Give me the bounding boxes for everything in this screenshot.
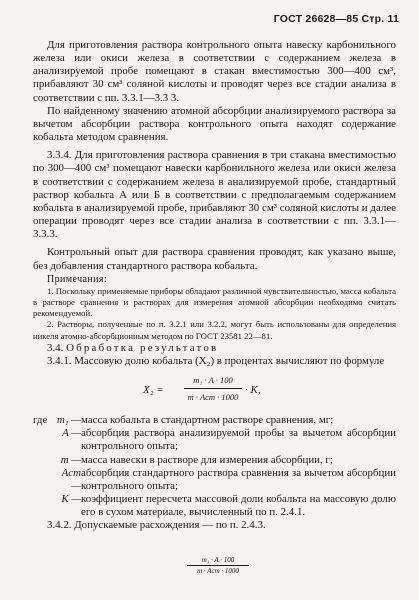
paragraph-control-comparison: Контрольный опыт для раствора сравнения проводят, как указано выше, без добавления стандартного раствора кобальта.: [33, 246, 396, 272]
definition-text: абсорбция стандартного раствора сравнения за вычетом абсорбции контрольного опыта;: [81, 466, 396, 492]
formula-numerator: m₁ · A · 100: [184, 374, 242, 389]
definition-row: [33, 427, 396, 453]
definition-row: [33, 454, 396, 467]
note-item-2: 2. Растворы, полученные по п. 3.2.1 или 3.2.2, могут быть использованы для определения никеля атомно-абсорбционным методом по ГОСТ 23581 22—81.: [33, 319, 396, 341]
formula-denominator: m · Aст · 1000: [187, 392, 239, 403]
section-number: 3.4.: [47, 341, 64, 354]
cobalt-formula: [33, 374, 396, 410]
definition-text: масса кобальта в стандартном растворе сравнения, мг;: [81, 414, 334, 427]
footer-formula-fraction: [187, 556, 249, 575]
definition-text: масса навески в растворе для измерения абсорбции, г;: [81, 453, 333, 466]
definition-row: [33, 467, 396, 493]
definition-symbol: Aст —: [61, 466, 81, 492]
section-title: Обработка результатов: [66, 341, 219, 354]
definition-text: коэффициент пересчета массовой доли кобальта на массовую долю его в сухом материале, вычисленный по п. 2.4.1.: [81, 493, 396, 519]
definitions-table: [33, 414, 396, 519]
formula-fraction: [184, 374, 242, 404]
paragraph-3-4-1: 3.4.1. Массовую долю кобальта (X₂) в процентах вычисляют по формуле: [47, 354, 385, 367]
standard-number: ГОСТ 26628—85: [273, 13, 359, 25]
paragraph-comparison-method: По найденному значению атомной абсорбции анализируемого раствора за вычетом абсорбции раствора контрольного опыта находят содержание кобальта методом сравнения.: [33, 104, 396, 144]
paragraph-3-3-4: 3.3.4. Для приготовления раствора сравнения в три стакана вместимостью по 300—400 см³ помещают навески карбонильного железа или окиси железа в соответствии с содержанием железа в анализируемой пробе, стандартный раствор кобальта А или Б в соответствии с предполагаемым содержанием кобальта в анализируемой пробе, прибавляют 30 см³ соляной кислоты и далее операции проводят через все стадии анализа в соответствии с пп. 3.3.1—3.3.3.: [33, 149, 396, 241]
definition-symbol: m₁ —: [56, 414, 81, 427]
definition-text: абсорбция раствора анализируемой пробы за вычетом абсорбции контрольного опыта;: [81, 427, 396, 453]
definition-symbol: K —: [61, 493, 81, 506]
footer-formula-denominator: m · Aст · 1000: [197, 567, 239, 575]
footer-formula-numerator: m₁ · A · 100: [187, 556, 249, 566]
formula-lhs: X₂ =: [143, 384, 164, 397]
formula-rhs: · K,: [245, 384, 261, 397]
definition-row: [33, 493, 396, 519]
where-label: где: [33, 414, 48, 427]
definition-symbol: A —: [62, 427, 81, 440]
notes-heading: Примечания:: [47, 273, 108, 285]
note-item-1: 1. Поскольку применяемые приборы обладают различной чувствительностью, масса кобальта в растворе сравнения и растворах для измерения атомной абсорбции необходимо считать рекомендуемой.: [33, 285, 396, 319]
definition-symbol: m —: [60, 453, 81, 466]
paragraph-3-4-2: 3.4.2. Допускаемые расхождения — по п. 2.4.3.: [47, 519, 266, 532]
page-number: Стр. 11: [361, 13, 399, 25]
paragraph-control-solution: Для приготовления раствора контрольного опыта навеску карбонильного железа или окиси железа в соответствии с содержанием железа в анализируемой пробе помещают в стакан вместимостью 300—400 см³, прибавляют 30 см³ соляной кислоты и проводят через все стадии анализа в соответствии с пп. 3.3.1—3.3 3.: [33, 39, 396, 104]
definition-row: [33, 414, 396, 427]
document-body: [33, 39, 396, 533]
section-heading: [33, 342, 396, 355]
page-header: [274, 13, 399, 25]
